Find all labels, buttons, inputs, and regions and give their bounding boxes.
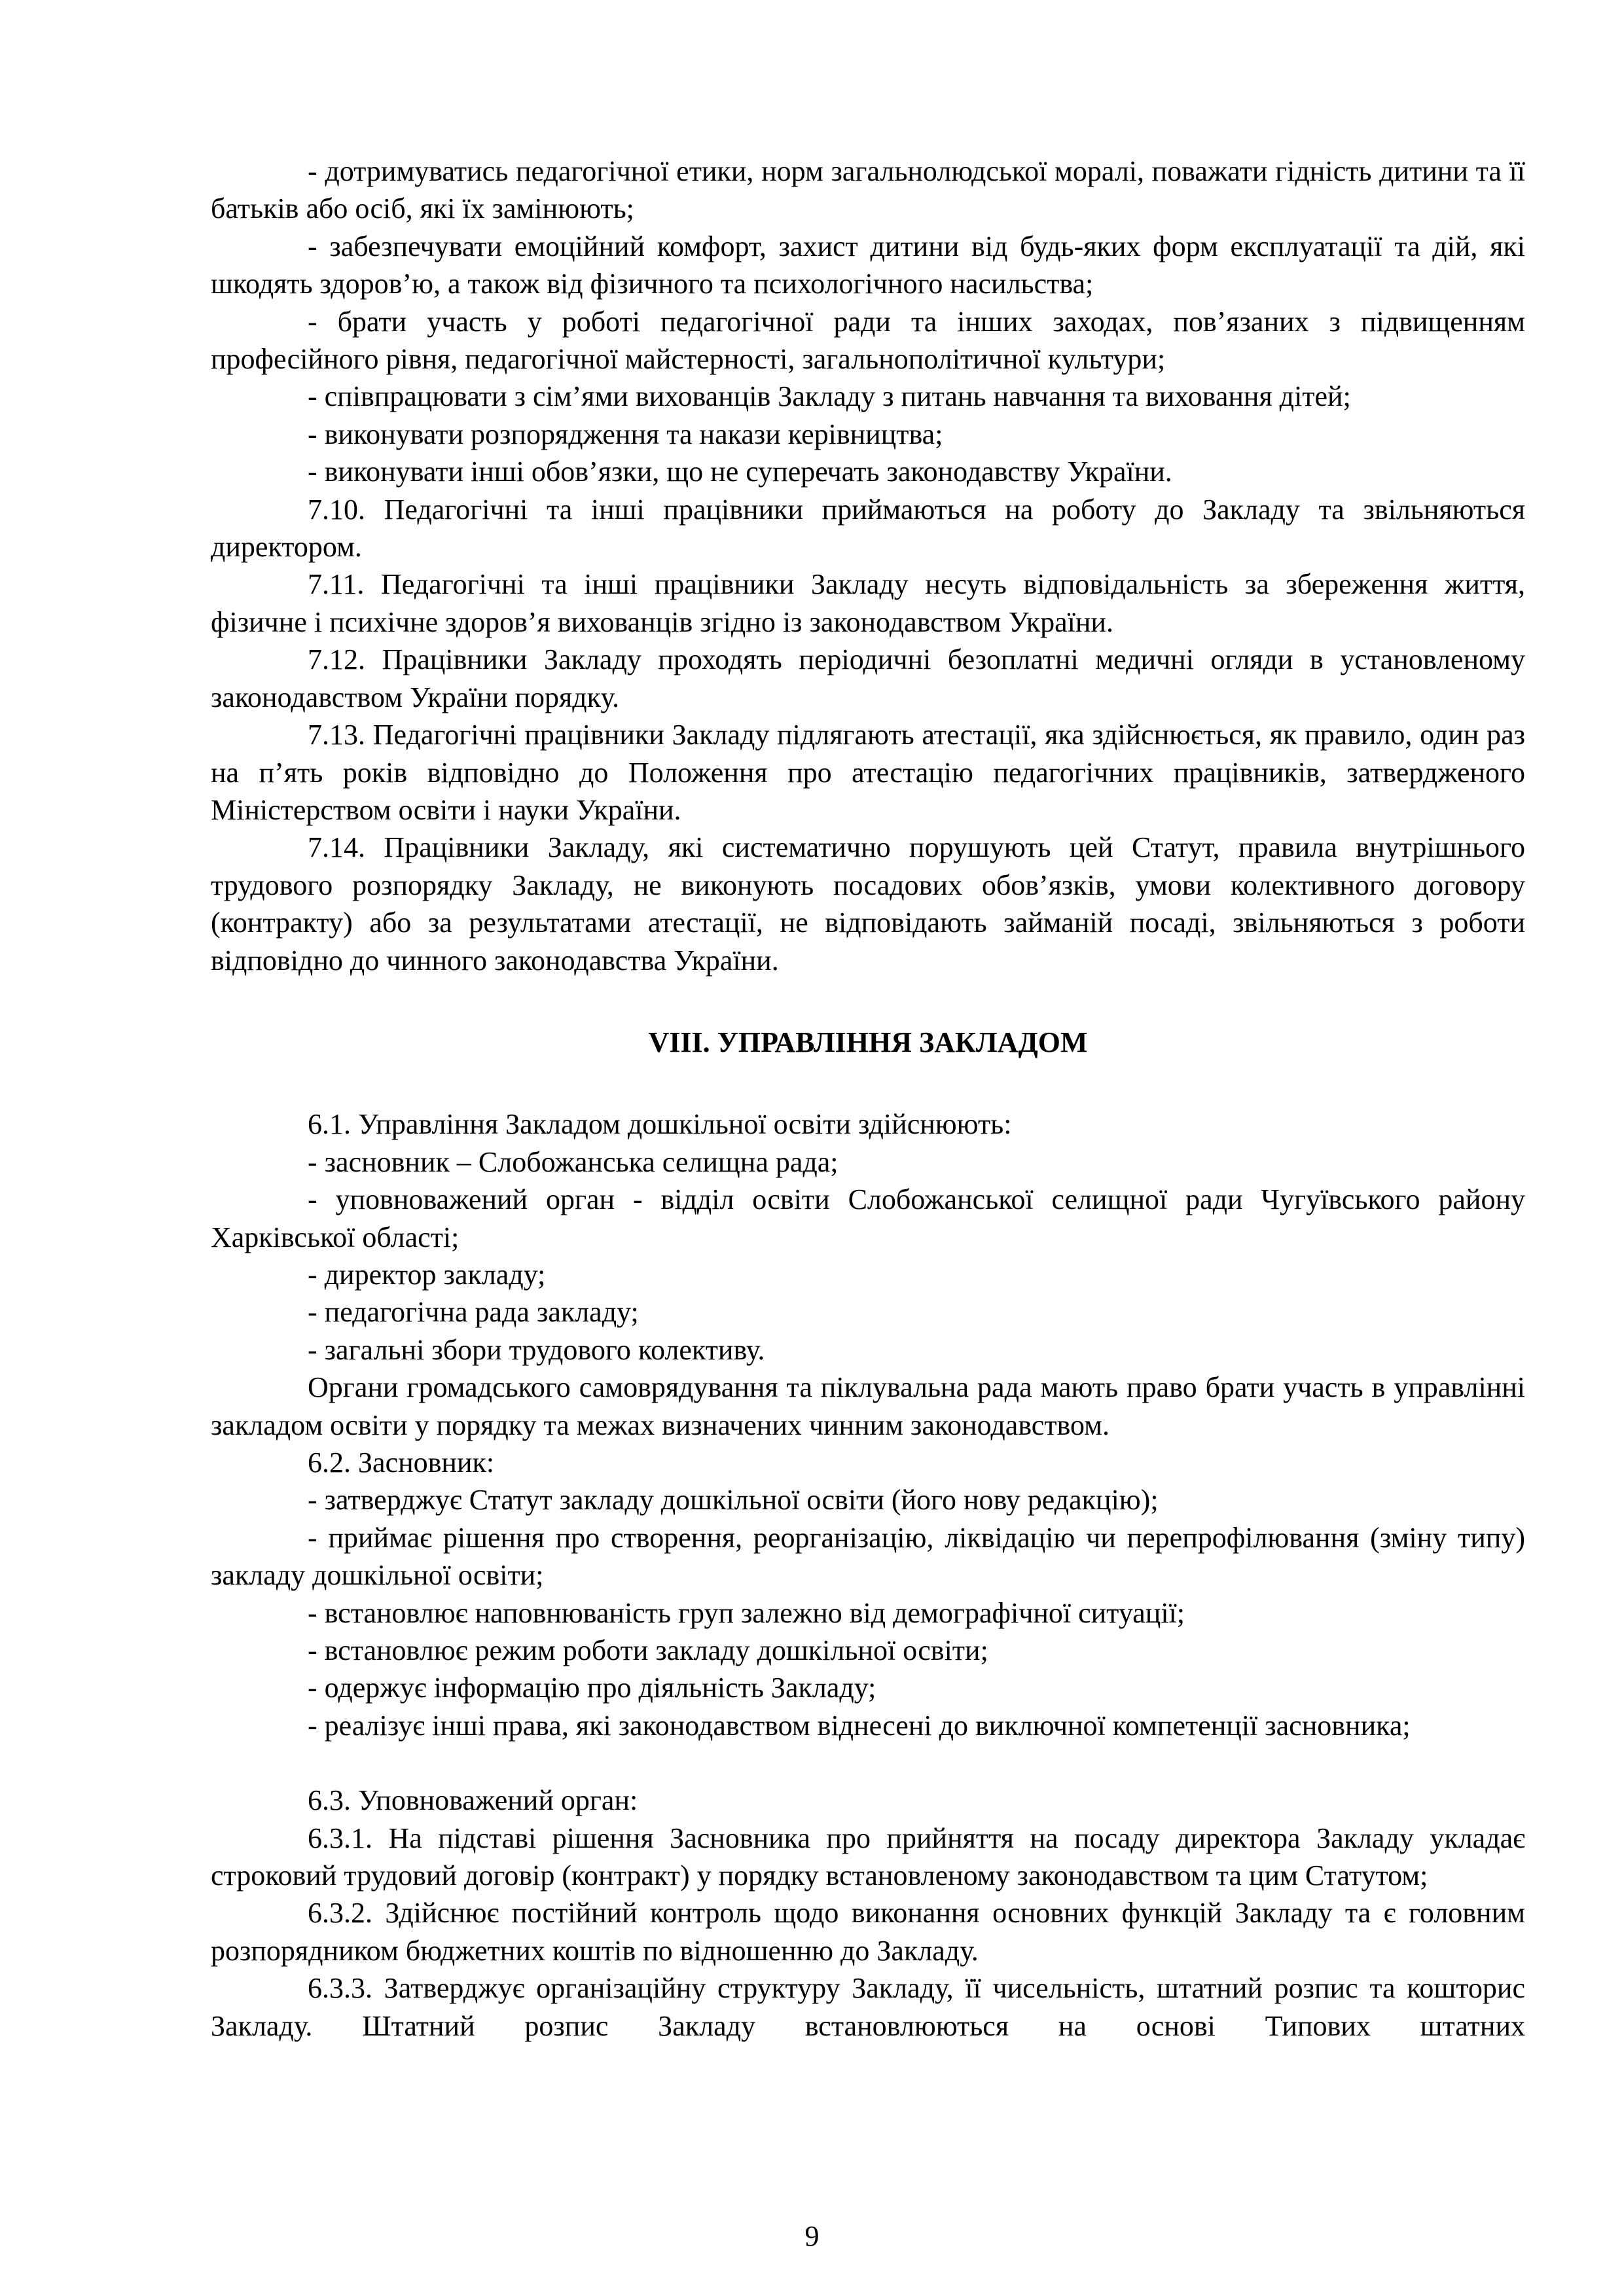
founder-item: - одержує інформацію про діяльність Закладу; (308, 1672, 876, 1704)
clause-7-11: 7.11. Педагогічні та інші працівники Закладу несуть відповідальність за збереження життя, фізичне і психічне здоров’я вихованців згідно із законодавством України. (211, 568, 1525, 638)
duty-item: - дотримуватись педагогічної етики, норм загальнолюдської моралі, поважати гідність дитини та її батьків або осіб, які їх замінюють; (211, 155, 1525, 225)
clause-6-2-intro: 6.2. Засновник: (308, 1446, 495, 1479)
clause-6-3-intro: 6.3. Уповноважений орган: (308, 1784, 638, 1817)
founder-item: - встановлює наповнюваність груп залежно від демографічної ситуації; (308, 1596, 1185, 1629)
duty-item: - забезпечувати емоційний комфорт, захист дитини від будь-яких форм експлуатації та дій, які шкодять здоров’ю, а також від фізичного та психологічного насильства; (211, 230, 1525, 300)
clause-6-3-3: 6.3.3. Затверджує організаційну структуру Закладу, її чисельність, штатний розпис та кошторис Закладу. Штатний розпис Закладу встановлюються на основі Типових штатних (211, 1972, 1525, 2042)
founder-item: - приймає рішення про створення, реорганізацію, ліквідацію чи перепрофілювання (зміну типу) закладу дошкільної освіти; (211, 1521, 1525, 1592)
founder-item: - реалізує інші права, які законодавством віднесені до виключної компетенції засновника; (308, 1709, 1411, 1742)
governance-item: - педагогічна рада закладу; (308, 1296, 639, 1329)
clause-7-12: 7.12. Працівники Закладу проходять періодичні безоплатні медичні огляди в установленому законодавством України порядку. (211, 643, 1525, 713)
founder-item: - встановлює режим роботи закладу дошкільної освіти; (308, 1634, 988, 1667)
section-heading: VIII. УПРАВЛІННЯ ЗАКЛАДОМ (648, 1026, 1088, 1058)
clause-6-3-1: 6.3.1. На підставі рішення Засновника про прийняття на посаду директора Закладу укладає строковий трудовий договір (контракт) у порядку встановленому законодавством та цим Статутом; (211, 1821, 1525, 1892)
clause-6-1-intro: 6.1. Управління Закладом дошкільної освіти здійснюють: (308, 1108, 1012, 1141)
clause-6-1-note: Органи громадського самоврядування та піклувальна рада мають право брати участь в управлінні закладом освіти у порядку та межах визначених чинним законодавством. (211, 1371, 1525, 1441)
duty-item: - виконувати розпорядження та накази керівництва; (308, 418, 943, 450)
governance-item: - уповноважений орган - відділ освіти Слобожанської селищної ради Чугуївського району Харківської області; (211, 1183, 1525, 1253)
governance-item: - загальні збори трудового колективу. (308, 1333, 765, 1366)
blank-line (211, 1744, 1525, 1782)
clause-7-10: 7.10. Педагогічні та інші працівники приймаються на роботу до Закладу та звільняються директором. (211, 493, 1525, 564)
founder-item: - затверджує Статут закладу дошкільної освіти (його нову редакцію); (308, 1484, 1159, 1516)
page-number: 9 (804, 2220, 820, 2252)
duty-item: - виконувати інші обов’язки, що не суперечать законодавству України. (308, 456, 1172, 488)
clause-7-13: 7.13. Педагогічні працівники Закладу підлягають атестації, яка здійснюється, як правило, один раз на п’ять років відповідно до Положення про атестацію педагогічних працівників, затвердженого Міністерством освіти і науки України. (211, 719, 1525, 826)
page-content (211, 152, 1525, 2045)
duty-item: - співпрацювати з сім’ями вихованців Закладу з питань навчання та виховання дітей; (308, 380, 1351, 413)
clause-7-14: 7.14. Працівники Закладу, які систематично порушують цей Статут, правила внутрішнього трудового розпорядку Закладу, не виконують посадових обов’язків, умови колективного договору (контракту) або за результатами атестації, не відповідають займаній посаді, звільняються з роботи відповідно до чинного законодавства України. (211, 831, 1525, 977)
clause-6-3-2: 6.3.2. Здійснює постійний контроль щодо виконання основних функцій Закладу та є головним розпорядником бюджетних коштів по відношенню до Закладу. (211, 1897, 1525, 1967)
governance-item: - засновник – Слобожанська селищна рада; (308, 1145, 839, 1178)
governance-item: - директор закладу; (308, 1258, 546, 1291)
duty-item: - брати участь у роботі педагогічної ради та інших заходах, пов’язаних з підвищенням професійного рівня, педагогічної майстерності, загальнополітичної культури; (211, 305, 1525, 376)
